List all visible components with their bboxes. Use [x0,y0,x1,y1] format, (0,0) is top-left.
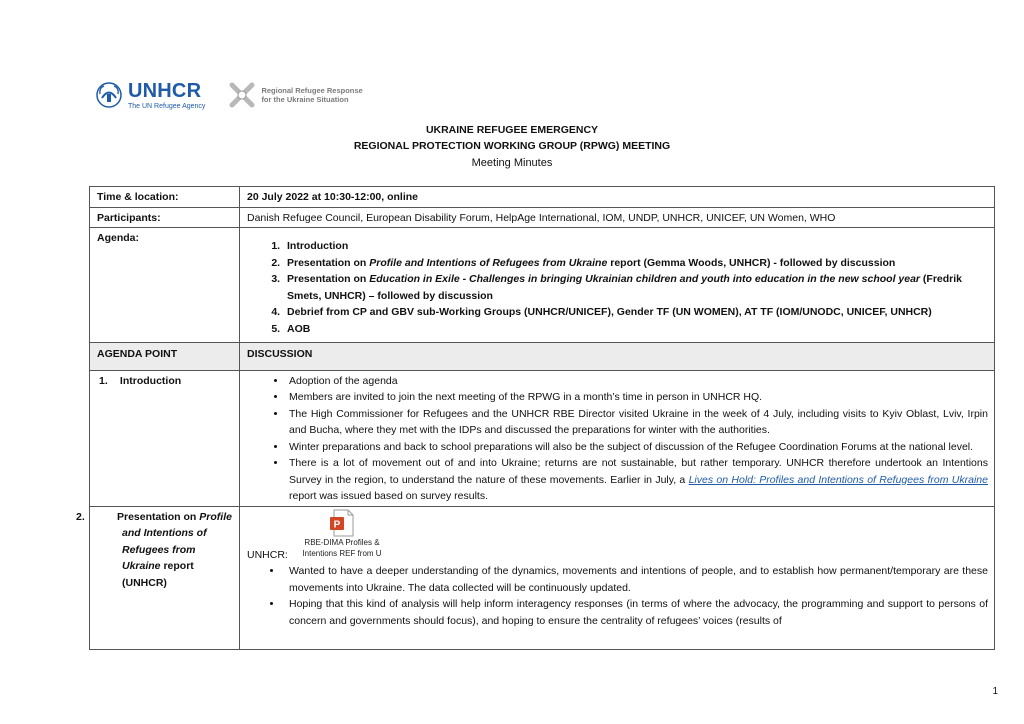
attachment-caption-2: Intentions REF from U [302,548,382,558]
participants-value: Danish Refugee Council, European Disability Forum, HelpAge International, IOM, UNDP, UNHCR, UNICEF, UN Women, WHO [240,207,995,228]
agenda-point-header: AGENDA POINT [90,343,240,371]
section-1-bullets [247,373,988,505]
agenda-item [283,238,988,255]
bullet-item: • The High Commissioner for Refugees and the UNHCR RBE Director visited Ukraine in the week of 4 July, including visits to Kyiv Oblast, Lviv, Irpin and Bucha, where they met with the IDPs and discussed the preparations for winter with the authorities. [287,406,988,439]
speaker-label: UNHCR: [247,548,288,561]
unhcr-tagline: The UN Refugee Agency [128,102,206,110]
column-header-row [90,343,995,371]
participants-row [90,207,995,228]
section-2-title-b: Profile and Intentions of Refugees from Ukraine [122,510,232,572]
bullet-item: • Wanted to have a deeper understanding of the dynamics, movements and intentions of people, and to establish how permanent/temporary are these movements into Ukraine. The data collected will be continuously updated. [283,563,988,596]
section-1-row [90,370,995,506]
agenda-item-title: Education in Exile - Challenges in bringing Ukrainian children and youth into education in the new school year [369,273,921,285]
unhcr-logo [96,81,205,110]
time-label: Time & location: [90,187,240,208]
section-2-label [76,506,240,649]
agenda-cell [240,228,995,343]
section-2-row [90,506,995,649]
document-title [0,122,1024,173]
agenda-item [283,304,988,321]
section-1-discussion [240,370,995,506]
lives-on-hold-report-link[interactable]: Lives on Hold: Profiles and Intentions of Refugees from Ukraine [688,473,988,486]
agenda-item-text: Debrief from CP and GBV sub-Working Groups (UNHCR/UNICEF), Gender TF (UN WOMEN), AT TF (IOM/UNODC, UNICEF, UNHCR) [287,306,932,318]
title-line-2: REGIONAL PROTECTION WORKING GROUP (RPWG) MEETING [353,140,671,152]
bullet-text: There is a lot of movement out of and into Ukraine; returns are not sustainable, but rather temporary. UNHCR therefore undertook an Intentions Survey in the region, to understand the nature of these movements. Earlier in July, a [289,457,988,486]
title-line-1: UKRAINE REFUGEE EMERGENCY [425,124,599,136]
agenda-item-text: report (Gemma Woods, UNHCR) - followed by discussion [607,256,896,269]
section-1-title: Introduction [119,374,182,387]
logo-bar [96,78,363,112]
participants-label: Participants: [90,207,240,228]
bullet-text: report was issued based on survey results. [289,490,489,502]
powerpoint-file-icon[interactable] [329,509,355,537]
bullet-item: • Adoption of the agenda [287,373,988,390]
section-1-number: 1. [99,374,108,387]
attachment[interactable] [287,509,397,559]
agenda-item-text: (Fredrik Smets, UNHCR) – followed by discussion [287,273,963,302]
agenda-item [283,255,988,272]
regional-logo-line2: for the Ukraine Situation [261,95,349,104]
bullet-item: • Members are invited to join the next meeting of the RPWG in a month’s time in person in UNHCR HQ. [287,389,988,406]
document-subtitle: Meeting Minutes [471,157,553,169]
section-1-label [90,370,240,506]
section-2-title-c: report (UNHCR) [122,560,194,589]
attachment-caption-1: RBE-DIMA Profiles & [304,537,380,547]
agenda-item-text: Presentation on [287,256,370,269]
regional-response-logo [227,80,362,110]
regional-logo-line1: Regional Refugee Response [261,86,363,95]
bullet-item: • Hoping that this kind of analysis will help inform interagency responses (in terms of where the advocacy, the programming and support to persons of concern and governments should focus), and hoping to ensure the centrality of refugees’ voices (results of [283,596,988,629]
agenda-list [247,238,988,337]
section-2-title-a: Presentation on [117,510,197,523]
unhcr-wordmark: UNHCR [128,79,202,102]
section-2-number: 2. [76,510,85,523]
page-number: 1 [992,686,998,697]
regional-response-icon [227,80,257,110]
agenda-label: Agenda: [90,228,240,343]
section-2-bullets [247,563,988,629]
minutes-table [76,186,995,650]
time-row [90,187,995,208]
agenda-item [283,271,988,304]
agenda-item-text: Presentation on [287,273,370,285]
agenda-item-text: Introduction [287,240,349,252]
section-2-discussion [240,506,995,649]
unhcr-emblem-icon [96,82,122,108]
agenda-row [90,228,995,343]
agenda-item [283,321,988,338]
agenda-item-title: Profile and Intentions of Refugees from Ukraine [369,256,608,269]
discussion-header: DISCUSSION [240,343,995,371]
section-2-title [76,509,233,592]
time-value: 20 July 2022 at 10:30-12:00, online [240,187,995,208]
svg-text:P: P [333,519,341,530]
bullet-item: • Winter preparations and back to school preparations will also be the subject of discussion of the Refugee Coordination Forums at the national level. [287,439,988,456]
agenda-item-text: AOB [287,322,311,335]
bullet-item [287,455,988,505]
